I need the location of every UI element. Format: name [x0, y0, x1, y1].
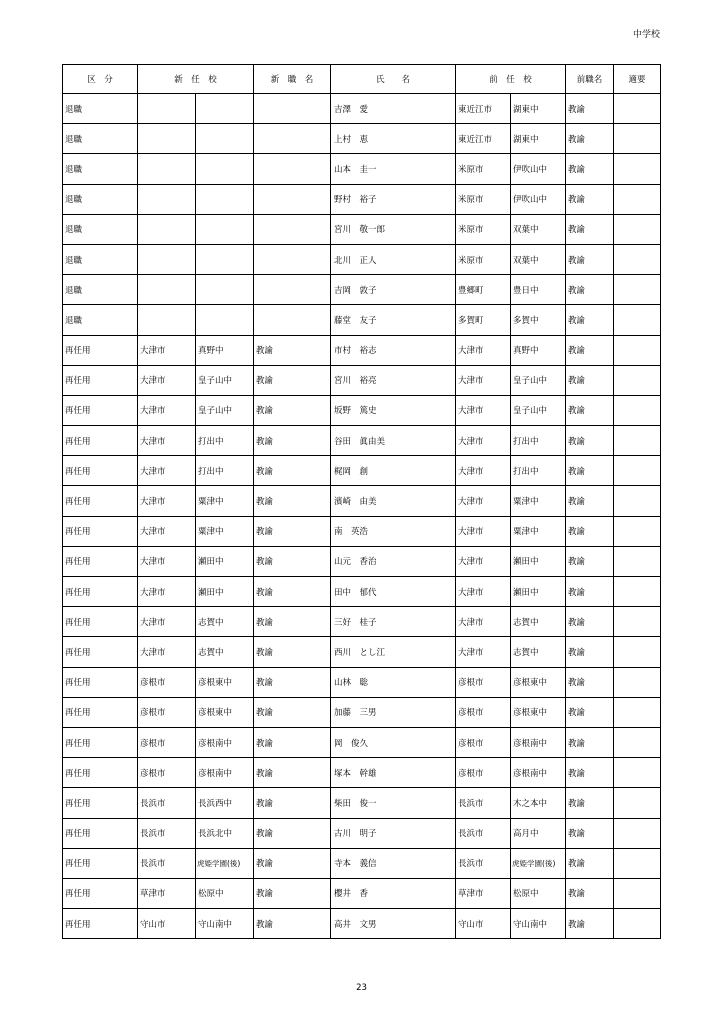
- prev-school-cell: 双葉中: [511, 214, 566, 244]
- prev-city-cell: 東近江市: [456, 124, 511, 154]
- prev-position-cell: 教諭: [566, 607, 614, 637]
- new-school-cell: 彦根東中: [196, 697, 254, 727]
- prev-city-cell: 彦根市: [456, 727, 511, 757]
- new-city-cell: 長浜市: [138, 788, 196, 818]
- name-cell: 櫻井 香: [331, 878, 456, 908]
- new-school-cell: [196, 124, 254, 154]
- new-city-cell: 長浜市: [138, 848, 196, 878]
- category-cell: 退職: [63, 244, 138, 274]
- prev-position-cell: 教諭: [566, 697, 614, 727]
- new-school-cell: [196, 305, 254, 335]
- new-position-cell: 教諭: [254, 637, 331, 667]
- name-cell: 吉岡 敦子: [331, 275, 456, 305]
- prev-position-cell: 教諭: [566, 184, 614, 214]
- prev-city-cell: 彦根市: [456, 667, 511, 697]
- new-position-cell: 教諭: [254, 395, 331, 425]
- table-row: [63, 516, 661, 546]
- prev-city-cell: 大津市: [456, 426, 511, 456]
- remarks-cell: [614, 577, 661, 607]
- new-city-cell: 彦根市: [138, 727, 196, 757]
- category-cell: 退職: [63, 275, 138, 305]
- prev-city-cell: 豊郷町: [456, 275, 511, 305]
- prev-school-cell: 伊吹山中: [511, 184, 566, 214]
- new-city-cell: 大津市: [138, 365, 196, 395]
- prev-position-cell: 教諭: [566, 486, 614, 516]
- table-row: [63, 214, 661, 244]
- table-row: [63, 124, 661, 154]
- remarks-cell: [614, 395, 661, 425]
- new-city-cell: [138, 154, 196, 184]
- new-school-cell: 虎姫学園(後): [196, 848, 254, 878]
- prev-position-cell: 教諭: [566, 365, 614, 395]
- prev-school-cell: 伊吹山中: [511, 154, 566, 184]
- header-prev-position: 前職名: [566, 65, 614, 94]
- name-cell: 野村 裕子: [331, 184, 456, 214]
- new-city-cell: [138, 214, 196, 244]
- prev-position-cell: 教諭: [566, 335, 614, 365]
- new-city-cell: [138, 124, 196, 154]
- new-city-cell: 彦根市: [138, 758, 196, 788]
- table-body: [63, 94, 661, 939]
- new-city-cell: [138, 94, 196, 124]
- table-row: [63, 426, 661, 456]
- name-cell: 田中 郁代: [331, 577, 456, 607]
- new-school-cell: 彦根南中: [196, 758, 254, 788]
- remarks-cell: [614, 788, 661, 818]
- category-cell: 再任用: [63, 607, 138, 637]
- new-position-cell: [254, 94, 331, 124]
- table-row: [63, 94, 661, 124]
- name-cell: 塚本 幹雄: [331, 758, 456, 788]
- category-cell: 再任用: [63, 848, 138, 878]
- table-row: [63, 275, 661, 305]
- new-city-cell: 大津市: [138, 486, 196, 516]
- prev-city-cell: 米原市: [456, 244, 511, 274]
- prev-position-cell: 教諭: [566, 848, 614, 878]
- new-position-cell: 教諭: [254, 697, 331, 727]
- new-school-cell: 真野中: [196, 335, 254, 365]
- new-position-cell: [254, 184, 331, 214]
- table-row: [63, 818, 661, 848]
- new-school-cell: 彦根南中: [196, 727, 254, 757]
- new-school-cell: 長浜西中: [196, 788, 254, 818]
- category-cell: 再任用: [63, 486, 138, 516]
- prev-position-cell: 教諭: [566, 909, 614, 939]
- prev-city-cell: 大津市: [456, 486, 511, 516]
- new-position-cell: 教諭: [254, 607, 331, 637]
- prev-school-cell: 多賀中: [511, 305, 566, 335]
- category-cell: 退職: [63, 214, 138, 244]
- prev-school-cell: 高月中: [511, 818, 566, 848]
- prev-school-cell: 彦根南中: [511, 758, 566, 788]
- table-row: [63, 244, 661, 274]
- new-city-cell: [138, 244, 196, 274]
- table-row: [63, 456, 661, 486]
- prev-position-cell: 教諭: [566, 637, 614, 667]
- name-cell: 南 英浩: [331, 516, 456, 546]
- new-position-cell: 教諭: [254, 426, 331, 456]
- remarks-cell: [614, 727, 661, 757]
- name-cell: 高井 文男: [331, 909, 456, 939]
- new-city-cell: 彦根市: [138, 697, 196, 727]
- category-cell: 再任用: [63, 456, 138, 486]
- name-cell: 古川 明子: [331, 818, 456, 848]
- prev-school-cell: 守山南中: [511, 909, 566, 939]
- prev-position-cell: 教諭: [566, 788, 614, 818]
- name-cell: 西川 とし江: [331, 637, 456, 667]
- prev-city-cell: 米原市: [456, 154, 511, 184]
- remarks-cell: [614, 637, 661, 667]
- category-cell: 退職: [63, 94, 138, 124]
- remarks-cell: [614, 667, 661, 697]
- header-row: [63, 65, 661, 94]
- remarks-cell: [614, 154, 661, 184]
- prev-city-cell: 守山市: [456, 909, 511, 939]
- header-name: 氏 名: [331, 65, 456, 94]
- name-cell: 北川 正人: [331, 244, 456, 274]
- school-type-label: 中学校: [632, 30, 660, 40]
- prev-school-cell: 松原中: [511, 878, 566, 908]
- name-cell: 宮川 裕亮: [331, 365, 456, 395]
- table-row: [63, 637, 661, 667]
- new-school-cell: 守山南中: [196, 909, 254, 939]
- prev-city-cell: 多賀町: [456, 305, 511, 335]
- remarks-cell: [614, 848, 661, 878]
- new-school-cell: 松原中: [196, 878, 254, 908]
- new-school-cell: 長浜北中: [196, 818, 254, 848]
- table-row: [63, 395, 661, 425]
- name-cell: 坂野 篤史: [331, 395, 456, 425]
- category-cell: 再任用: [63, 788, 138, 818]
- category-cell: 再任用: [63, 365, 138, 395]
- new-city-cell: 大津市: [138, 456, 196, 486]
- table-row: [63, 305, 661, 335]
- new-position-cell: 教諭: [254, 818, 331, 848]
- prev-school-cell: 打出中: [511, 426, 566, 456]
- new-school-cell: 皇子山中: [196, 365, 254, 395]
- remarks-cell: [614, 244, 661, 274]
- new-city-cell: 守山市: [138, 909, 196, 939]
- remarks-cell: [614, 878, 661, 908]
- page-number: 23: [356, 983, 367, 993]
- table-row: [63, 365, 661, 395]
- new-position-cell: 教諭: [254, 909, 331, 939]
- name-cell: 岡 俊久: [331, 727, 456, 757]
- name-cell: 三好 桂子: [331, 607, 456, 637]
- prev-city-cell: 東近江市: [456, 94, 511, 124]
- new-school-cell: [196, 154, 254, 184]
- remarks-cell: [614, 335, 661, 365]
- remarks-cell: [614, 758, 661, 788]
- table-row: [63, 335, 661, 365]
- remarks-cell: [614, 305, 661, 335]
- name-cell: 山元 香治: [331, 546, 456, 576]
- new-school-cell: 志賀中: [196, 607, 254, 637]
- table-header: [63, 65, 661, 94]
- new-school-cell: [196, 184, 254, 214]
- name-cell: 加藤 三男: [331, 697, 456, 727]
- prev-position-cell: 教諭: [566, 214, 614, 244]
- table-row: [63, 848, 661, 878]
- prev-position-cell: 教諭: [566, 577, 614, 607]
- name-cell: 谷田 眞由美: [331, 426, 456, 456]
- prev-position-cell: 教諭: [566, 124, 614, 154]
- prev-school-cell: 虎姫学園(後): [511, 848, 566, 878]
- new-position-cell: 教諭: [254, 758, 331, 788]
- header-remarks: 適要: [614, 65, 661, 94]
- category-cell: 再任用: [63, 577, 138, 607]
- prev-school-cell: 粟津中: [511, 516, 566, 546]
- new-position-cell: 教諭: [254, 516, 331, 546]
- category-cell: 退職: [63, 305, 138, 335]
- new-city-cell: 大津市: [138, 426, 196, 456]
- prev-city-cell: 大津市: [456, 516, 511, 546]
- remarks-cell: [614, 124, 661, 154]
- new-city-cell: 大津市: [138, 516, 196, 546]
- category-cell: 再任用: [63, 426, 138, 456]
- new-position-cell: 教諭: [254, 788, 331, 818]
- new-position-cell: [254, 305, 331, 335]
- table-row: [63, 878, 661, 908]
- new-city-cell: 大津市: [138, 546, 196, 576]
- prev-school-cell: 彦根東中: [511, 667, 566, 697]
- prev-position-cell: 教諭: [566, 727, 614, 757]
- new-city-cell: 大津市: [138, 577, 196, 607]
- remarks-cell: [614, 184, 661, 214]
- name-cell: 山本 圭一: [331, 154, 456, 184]
- new-position-cell: 教諭: [254, 878, 331, 908]
- new-position-cell: 教諭: [254, 727, 331, 757]
- prev-city-cell: 米原市: [456, 184, 511, 214]
- new-position-cell: 教諭: [254, 335, 331, 365]
- prev-school-cell: 双葉中: [511, 244, 566, 274]
- name-cell: 吉澤 愛: [331, 94, 456, 124]
- new-city-cell: [138, 184, 196, 214]
- prev-position-cell: 教諭: [566, 94, 614, 124]
- table-row: [63, 788, 661, 818]
- new-school-cell: 瀬田中: [196, 577, 254, 607]
- name-cell: 柴田 俊一: [331, 788, 456, 818]
- remarks-cell: [614, 365, 661, 395]
- category-cell: 再任用: [63, 758, 138, 788]
- category-cell: 再任用: [63, 909, 138, 939]
- prev-school-cell: 瀬田中: [511, 577, 566, 607]
- remarks-cell: [614, 275, 661, 305]
- table-row: [63, 697, 661, 727]
- new-position-cell: 教諭: [254, 365, 331, 395]
- prev-school-cell: 真野中: [511, 335, 566, 365]
- category-cell: 再任用: [63, 818, 138, 848]
- prev-city-cell: 長浜市: [456, 848, 511, 878]
- header-new-position: 新 職 名: [254, 65, 331, 94]
- prev-city-cell: 大津市: [456, 335, 511, 365]
- remarks-cell: [614, 516, 661, 546]
- prev-school-cell: 志賀中: [511, 637, 566, 667]
- prev-city-cell: 大津市: [456, 637, 511, 667]
- prev-city-cell: 長浜市: [456, 788, 511, 818]
- prev-position-cell: 教諭: [566, 426, 614, 456]
- remarks-cell: [614, 456, 661, 486]
- name-cell: 山林 聡: [331, 667, 456, 697]
- prev-school-cell: 志賀中: [511, 607, 566, 637]
- name-cell: 濱崎 由美: [331, 486, 456, 516]
- prev-city-cell: 彦根市: [456, 697, 511, 727]
- new-city-cell: 草津市: [138, 878, 196, 908]
- table-row: [63, 909, 661, 939]
- new-position-cell: [254, 275, 331, 305]
- category-cell: 再任用: [63, 637, 138, 667]
- new-position-cell: [254, 154, 331, 184]
- new-city-cell: 大津市: [138, 335, 196, 365]
- remarks-cell: [614, 546, 661, 576]
- prev-city-cell: 大津市: [456, 546, 511, 576]
- personnel-table: [62, 64, 661, 939]
- prev-city-cell: 草津市: [456, 878, 511, 908]
- prev-school-cell: 彦根南中: [511, 727, 566, 757]
- new-school-cell: [196, 244, 254, 274]
- new-city-cell: [138, 305, 196, 335]
- prev-position-cell: 教諭: [566, 244, 614, 274]
- prev-city-cell: 大津市: [456, 577, 511, 607]
- category-cell: 退職: [63, 184, 138, 214]
- new-school-cell: 打出中: [196, 456, 254, 486]
- new-position-cell: 教諭: [254, 546, 331, 576]
- new-school-cell: 粟津中: [196, 486, 254, 516]
- prev-position-cell: 教諭: [566, 818, 614, 848]
- prev-city-cell: 大津市: [456, 456, 511, 486]
- prev-city-cell: 大津市: [456, 607, 511, 637]
- new-city-cell: 大津市: [138, 395, 196, 425]
- category-cell: 再任用: [63, 667, 138, 697]
- category-cell: 再任用: [63, 516, 138, 546]
- remarks-cell: [614, 909, 661, 939]
- new-position-cell: [254, 124, 331, 154]
- new-school-cell: 粟津中: [196, 516, 254, 546]
- prev-school-cell: 打出中: [511, 456, 566, 486]
- remarks-cell: [614, 486, 661, 516]
- table-row: [63, 607, 661, 637]
- category-cell: 再任用: [63, 878, 138, 908]
- new-school-cell: [196, 214, 254, 244]
- category-cell: 退職: [63, 124, 138, 154]
- header-prev-school: 前 任 校: [456, 65, 566, 94]
- table-row: [63, 546, 661, 576]
- prev-position-cell: 教諭: [566, 456, 614, 486]
- category-cell: 再任用: [63, 335, 138, 365]
- new-position-cell: 教諭: [254, 486, 331, 516]
- new-school-cell: 彦根東中: [196, 667, 254, 697]
- remarks-cell: [614, 214, 661, 244]
- remarks-cell: [614, 426, 661, 456]
- name-cell: 市村 裕志: [331, 335, 456, 365]
- remarks-cell: [614, 607, 661, 637]
- new-position-cell: 教諭: [254, 848, 331, 878]
- new-school-cell: 瀬田中: [196, 546, 254, 576]
- prev-school-cell: 皇子山中: [511, 365, 566, 395]
- prev-position-cell: 教諭: [566, 516, 614, 546]
- new-position-cell: [254, 244, 331, 274]
- prev-position-cell: 教諭: [566, 395, 614, 425]
- table-row: [63, 486, 661, 516]
- new-position-cell: 教諭: [254, 577, 331, 607]
- category-cell: 再任用: [63, 395, 138, 425]
- name-cell: 上村 恵: [331, 124, 456, 154]
- new-position-cell: 教諭: [254, 667, 331, 697]
- header-new-school: 新 任 校: [138, 65, 254, 94]
- new-city-cell: 大津市: [138, 637, 196, 667]
- prev-city-cell: 大津市: [456, 395, 511, 425]
- name-cell: 寺本 義信: [331, 848, 456, 878]
- name-cell: 梶岡 創: [331, 456, 456, 486]
- prev-school-cell: 湖東中: [511, 94, 566, 124]
- prev-city-cell: 長浜市: [456, 818, 511, 848]
- prev-school-cell: 粟津中: [511, 486, 566, 516]
- prev-position-cell: 教諭: [566, 878, 614, 908]
- category-cell: 退職: [63, 154, 138, 184]
- prev-city-cell: 大津市: [456, 365, 511, 395]
- prev-school-cell: 木之本中: [511, 788, 566, 818]
- prev-school-cell: 瀬田中: [511, 546, 566, 576]
- table-row: [63, 577, 661, 607]
- table-row: [63, 727, 661, 757]
- prev-position-cell: 教諭: [566, 667, 614, 697]
- prev-position-cell: 教諭: [566, 546, 614, 576]
- new-city-cell: 彦根市: [138, 667, 196, 697]
- category-cell: 再任用: [63, 546, 138, 576]
- prev-school-cell: 湖東中: [511, 124, 566, 154]
- category-cell: 再任用: [63, 697, 138, 727]
- name-cell: 宮川 敬一郎: [331, 214, 456, 244]
- prev-position-cell: 教諭: [566, 305, 614, 335]
- new-school-cell: [196, 94, 254, 124]
- prev-school-cell: 皇子山中: [511, 395, 566, 425]
- prev-school-cell: 豊日中: [511, 275, 566, 305]
- prev-city-cell: 彦根市: [456, 758, 511, 788]
- prev-position-cell: 教諭: [566, 758, 614, 788]
- new-city-cell: [138, 275, 196, 305]
- remarks-cell: [614, 697, 661, 727]
- name-cell: 藤堂 友子: [331, 305, 456, 335]
- prev-school-cell: 彦根東中: [511, 697, 566, 727]
- prev-city-cell: 米原市: [456, 214, 511, 244]
- header-category: 区 分: [63, 65, 138, 94]
- new-school-cell: [196, 275, 254, 305]
- new-school-cell: 皇子山中: [196, 395, 254, 425]
- table-row: [63, 667, 661, 697]
- new-city-cell: 長浜市: [138, 818, 196, 848]
- remarks-cell: [614, 818, 661, 848]
- new-school-cell: 志賀中: [196, 637, 254, 667]
- category-cell: 再任用: [63, 727, 138, 757]
- table-row: [63, 758, 661, 788]
- new-position-cell: 教諭: [254, 456, 331, 486]
- remarks-cell: [614, 94, 661, 124]
- new-school-cell: 打出中: [196, 426, 254, 456]
- prev-position-cell: 教諭: [566, 275, 614, 305]
- new-city-cell: 大津市: [138, 607, 196, 637]
- prev-position-cell: 教諭: [566, 154, 614, 184]
- new-position-cell: [254, 214, 331, 244]
- table-row: [63, 154, 661, 184]
- table-row: [63, 184, 661, 214]
